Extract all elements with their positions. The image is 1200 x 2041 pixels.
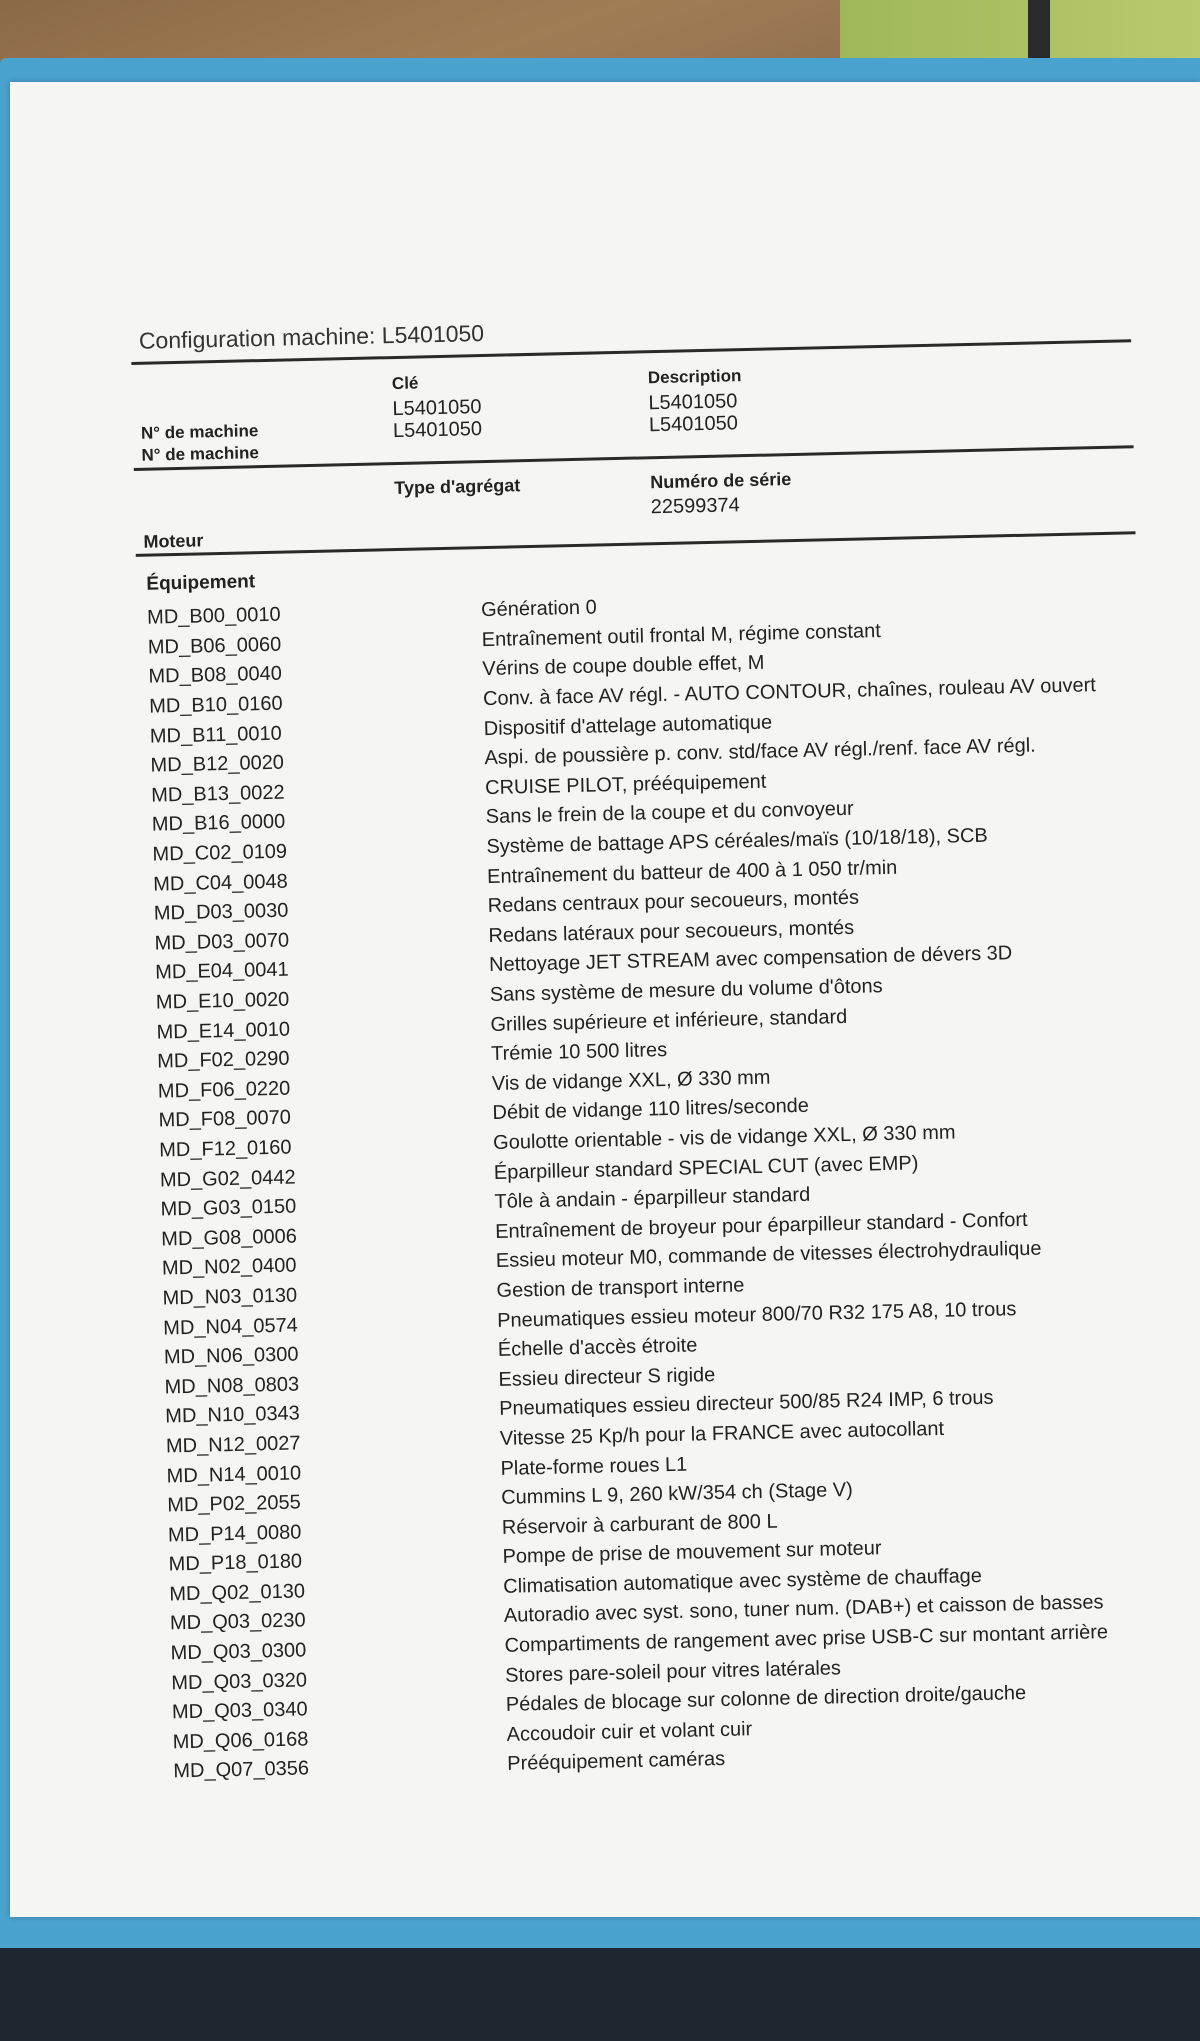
equipment-description: Essieu moteur M0, commande de vitesses électrohydraulique: [495, 1237, 1042, 1273]
equipment-description: Prééquipement caméras: [507, 1748, 726, 1776]
equipment-description: Compartiments de rangement avec prise USB-C sur montant arrière: [504, 1621, 1109, 1657]
equipment-description: Goulotte orientable - vis de vidange XXL, Ø 330 mm: [492, 1121, 956, 1154]
equipment-code: MD_N08_0803: [164, 1373, 300, 1399]
background-post: [1028, 0, 1050, 60]
equipment-code: MD_B00_0010: [146, 603, 281, 629]
equipment-code: MD_Q06_0168: [172, 1728, 309, 1754]
equipment-description: Entraînement du batteur de 400 à 1 050 tr/min: [486, 856, 898, 888]
equipment-description: Autoradio avec syst. sono, tuner num. (DAB+) et caisson de basses: [503, 1591, 1104, 1628]
equipment-description: Génération 0: [480, 596, 597, 622]
aggregate-col-serial: Numéro de série: [649, 469, 792, 493]
equipment-description: Pédales de blocage sur colonne de direction droite/gauche: [505, 1682, 1027, 1717]
equipment-code: MD_N12_0027: [165, 1432, 301, 1458]
equipment-code: MD_C04_0048: [152, 870, 288, 896]
equipment-description: Accoudoir cuir et volant cuir: [506, 1718, 753, 1746]
equipment-code: MD_B10_0160: [148, 692, 283, 718]
machine-desc-1: L5401050: [648, 390, 738, 415]
equipment-description: Climatisation automatique avec système de chauffage: [502, 1564, 983, 1598]
equipment-code: MD_E10_0020: [155, 988, 290, 1014]
equipment-description: Plate-forme roues L1: [500, 1453, 688, 1480]
equipment-description: Pneumatiques essieu directeur 500/85 R24 IMP, 6 trous: [498, 1387, 994, 1421]
equipment-code: MD_F12_0160: [159, 1136, 292, 1162]
equipment-description: Éparpilleur standard SPECIAL CUT (avec EMP): [493, 1151, 919, 1184]
equipment-heading: Équipement: [146, 571, 256, 595]
equipment-description: Entraînement de broyeur pour éparpilleur standard - Confort: [494, 1208, 1028, 1243]
equipment-description: Réservoir à carburant de 800 L: [501, 1510, 778, 1539]
equipment-code: MD_B13_0022: [150, 781, 285, 807]
equipment-code: MD_F02_0290: [156, 1047, 290, 1073]
equipment-description: Redans centraux pour secoueurs, montés: [487, 886, 860, 918]
equipment-list: [147, 581, 1174, 1787]
header-col-key: Clé: [391, 373, 419, 394]
equipment-description: Pompe de prise de mouvement sur moteur: [502, 1537, 882, 1569]
equipment-code: MD_N06_0300: [163, 1343, 299, 1369]
equipment-code: MD_G02_0442: [159, 1166, 296, 1192]
equipment-code: MD_Q03_0300: [170, 1639, 307, 1665]
equipment-code: MD_B16_0000: [151, 811, 286, 837]
equipment-code: MD_P14_0080: [167, 1521, 302, 1547]
configuration-document: [130, 279, 1185, 1842]
equipment-code: MD_B12_0020: [150, 751, 285, 777]
equipment-code: MD_D03_0030: [153, 899, 289, 925]
equipment-description: Débit de vidange 110 litres/seconde: [492, 1095, 810, 1125]
document-title: Configuration machine: L5401050: [138, 319, 485, 354]
equipment-description: Redans latéraux pour secoueurs, montés: [488, 916, 855, 947]
equipment-description: Cummins L 9, 260 kW/354 ch (Stage V): [500, 1479, 854, 1509]
equipment-code: MD_Q03_0230: [169, 1609, 306, 1635]
equipment-code: MD_Q07_0356: [173, 1757, 310, 1783]
equipment-code: MD_P02_2055: [167, 1491, 301, 1517]
equipment-description: Sans le frein de la coupe et du convoyeur: [485, 798, 854, 829]
equipment-description: Grilles supérieure et inférieure, standard: [490, 1005, 848, 1036]
equipment-description: Vis de vidange XXL, Ø 330 mm: [491, 1066, 771, 1095]
equipment-description: Essieu directeur S rigide: [498, 1363, 716, 1391]
equipment-description: Entraînement outil frontal M, régime constant: [481, 619, 881, 651]
equipment-description: Système de battage APS céréales/maïs (10/18/18), SCB: [486, 824, 988, 859]
aggregate-col-type: Type d'agrégat: [394, 475, 521, 499]
equipment-description: Échelle d'accès étroite: [497, 1334, 698, 1362]
equipment-code: MD_G03_0150: [160, 1195, 297, 1221]
equipment-code: MD_C02_0109: [152, 840, 288, 866]
equipment-description: Pneumatiques essieu moteur 800/70 R32 175 A8, 10 trous: [496, 1297, 1017, 1332]
equipment-description: Vitesse 25 Kp/h pour la FRANCE avec autocollant: [499, 1417, 945, 1450]
equipment-code: MD_F06_0220: [157, 1077, 291, 1103]
equipment-description: Conv. à face AV régl. - AUTO CONTOUR, chaînes, rouleau AV ouvert: [482, 674, 1097, 711]
equipment-description: Gestion de transport interne: [496, 1274, 745, 1302]
paper-sheet: [10, 82, 1200, 1917]
background-object: [840, 0, 1200, 60]
equipment-code: MD_E04_0041: [154, 958, 289, 985]
machine-key-1: L5401050: [392, 396, 482, 421]
equipment-description: Aspi. de poussière p. conv. std/face AV régl./renf. face AV régl.: [484, 734, 1036, 770]
equipment-code: MD_Q02_0130: [169, 1580, 306, 1606]
equipment-code: MD_B08_0040: [148, 663, 283, 689]
equipment-description: Tôle à andain - éparpilleur standard: [494, 1183, 811, 1214]
equipment-code: MD_Q03_0340: [171, 1698, 308, 1724]
machine-key-2: L5401050: [392, 418, 483, 443]
equipment-code: MD_G08_0006: [161, 1225, 298, 1251]
equipment-code: MD_P18_0180: [168, 1550, 303, 1576]
equipment-description: Nettoyage JET STREAM avec compensation de dévers 3D: [488, 942, 1013, 977]
aggregate-serial: 22599374: [650, 494, 741, 519]
equipment-description: CRUISE PILOT, prééquipement: [484, 770, 767, 799]
equipment-code: MD_N14_0010: [166, 1461, 302, 1487]
equipment-code: MD_B06_0060: [147, 633, 282, 659]
machine-label-1: N° de machine: [140, 421, 259, 443]
equipment-code: MD_N02_0400: [161, 1254, 297, 1280]
machine-label-2: N° de machine: [141, 443, 260, 465]
aggregate-rule: [136, 531, 1136, 557]
equipment-code: MD_B11_0010: [149, 722, 283, 748]
equipment-code: MD_F08_0070: [158, 1106, 292, 1132]
equipment-code: MD_E14_0010: [156, 1018, 291, 1044]
equipment-description: Stores pare-soleil pour vitres latérales: [505, 1656, 842, 1687]
equipment-description: Trémie 10 500 litres: [490, 1039, 668, 1066]
equipment-description: Dispositif d'attelage automatique: [483, 711, 773, 740]
equipment-code: MD_N03_0130: [162, 1284, 298, 1310]
equipment-code: MD_Q03_0320: [171, 1669, 308, 1695]
header-col-description: Description: [647, 366, 742, 388]
machine-desc-2: L5401050: [648, 412, 739, 437]
equipment-description: Sans système de mesure du volume d'ôtons: [489, 975, 883, 1007]
equipment-code: MD_D03_0070: [154, 929, 290, 955]
aggregate-label: Moteur: [143, 530, 204, 552]
header-rule: [134, 445, 1134, 471]
equipment-code: MD_N10_0343: [165, 1402, 301, 1428]
equipment-code: MD_N04_0574: [163, 1314, 299, 1340]
equipment-description: Vérins de coupe double effet, M: [482, 652, 765, 681]
